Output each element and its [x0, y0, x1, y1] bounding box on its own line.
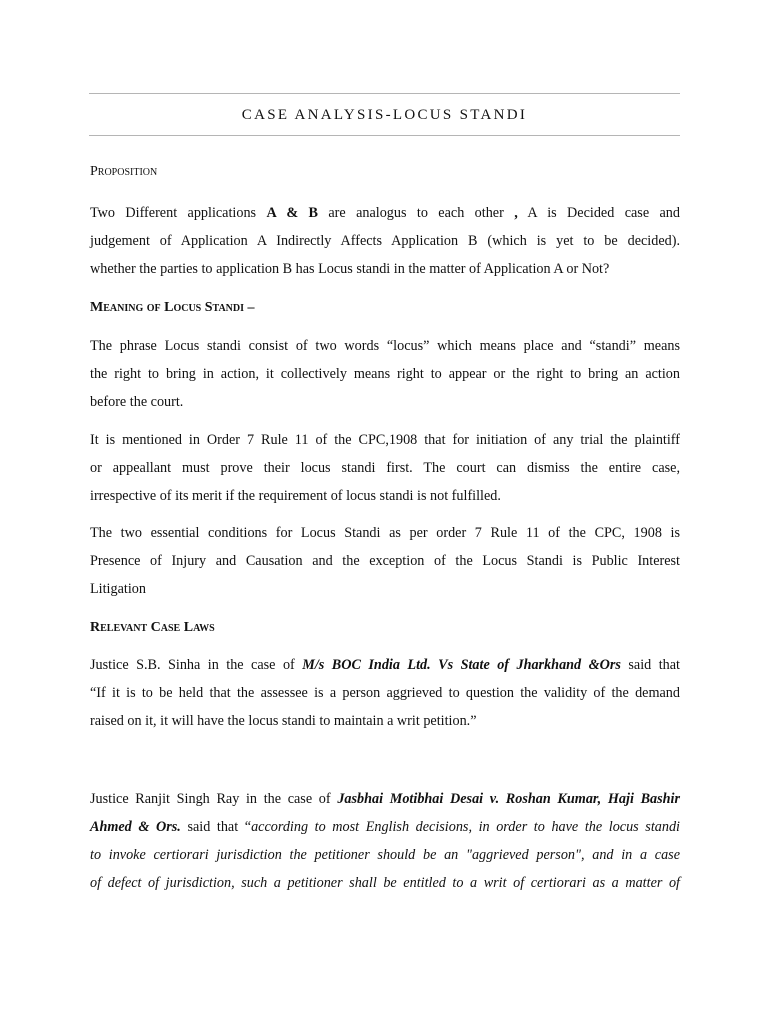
paragraph-line: Presence of Injury and Causation and the exception of the Locus Standi is Public Interest — [90, 553, 680, 569]
proposition-paragraph — [90, 199, 680, 283]
paragraph-line: Two Different applications A & B are analogus to each other , A is Decided case and — [90, 205, 680, 221]
paragraph-line: raised on it, it will have the locus standi to maintain a writ petition.” — [90, 713, 477, 729]
paragraph-line: whether the parties to application B has Locus standi in the matter of Application A or Not? — [90, 261, 610, 277]
paragraph-line: Justice S.B. Sinha in the case of M/s BOC India Ltd. Vs State of Jharkhand &Ors said that — [90, 657, 680, 673]
meaning-paragraph-3 — [90, 519, 680, 603]
meaning-paragraph-2 — [90, 426, 680, 510]
paragraph-line: It is mentioned in Order 7 Rule 11 of the CPC,1908 that for initiation of any trial the plaintiff — [90, 432, 680, 448]
title-top-rule — [89, 93, 680, 94]
heading-meaning-of-locus-standi: Meaning of Locus Standi – — [90, 300, 255, 315]
heading-proposition: Proposition — [90, 164, 158, 179]
heading-relevant-case-laws: Relevant Case Laws — [90, 620, 215, 635]
paragraph-line: The phrase Locus standi consist of two words “locus” which means place and “standi” means — [90, 338, 680, 354]
title-bottom-rule — [89, 135, 680, 136]
paragraph-line: “If it is to be held that the assessee is a person aggrieved to question the validity of the demand — [90, 685, 680, 701]
paragraph-line: to invoke certiorari jurisdiction the petitioner should be an "aggrieved person", and in a case — [90, 847, 680, 863]
case-name: Jasbhai Motibhai Desai v. Roshan Kumar, Haji Bashir — [337, 791, 681, 807]
meaning-paragraph-1 — [90, 332, 680, 416]
paragraph-line: or appeallant must prove their locus standi first. The court can dismiss the entire case, — [90, 460, 680, 476]
case-law-paragraph-1 — [90, 651, 680, 735]
case-name: Ahmed & Ors. — [90, 819, 181, 835]
paragraph-line: the right to bring in action, it collectively means right to appear or the right to bring an action — [90, 366, 680, 382]
paragraph-line: Ahmed & Ors. said that “according to most English decisions, in order to have the locus standi — [90, 819, 680, 835]
paragraph-line: The two essential conditions for Locus Standi as per order 7 Rule 11 of the CPC, 1908 is — [90, 525, 680, 541]
paragraph-line: before the court. — [90, 394, 184, 410]
case-name: M/s BOC India Ltd. Vs State of Jharkhand &Ors — [302, 657, 621, 673]
paragraph-line: irrespective of its merit if the requirement of locus standi is not fulfilled. — [90, 488, 501, 504]
paragraph-line: Litigation — [90, 581, 146, 597]
paragraph-line: Justice Ranjit Singh Ray in the case of Jasbhai Motibhai Desai v. Roshan Kumar, Haji Bashir — [90, 791, 681, 807]
document-title: CASE ANALYSIS-LOCUS STANDI — [241, 107, 528, 123]
case-law-paragraph-2 — [90, 785, 680, 897]
paragraph-line: of defect of jurisdiction, such a petitioner shall be entitled to a writ of certiorari as a matter of — [90, 875, 680, 891]
paragraph-line: judgement of Application A Indirectly Affects Application B (which is yet to be decided). — [90, 233, 680, 249]
